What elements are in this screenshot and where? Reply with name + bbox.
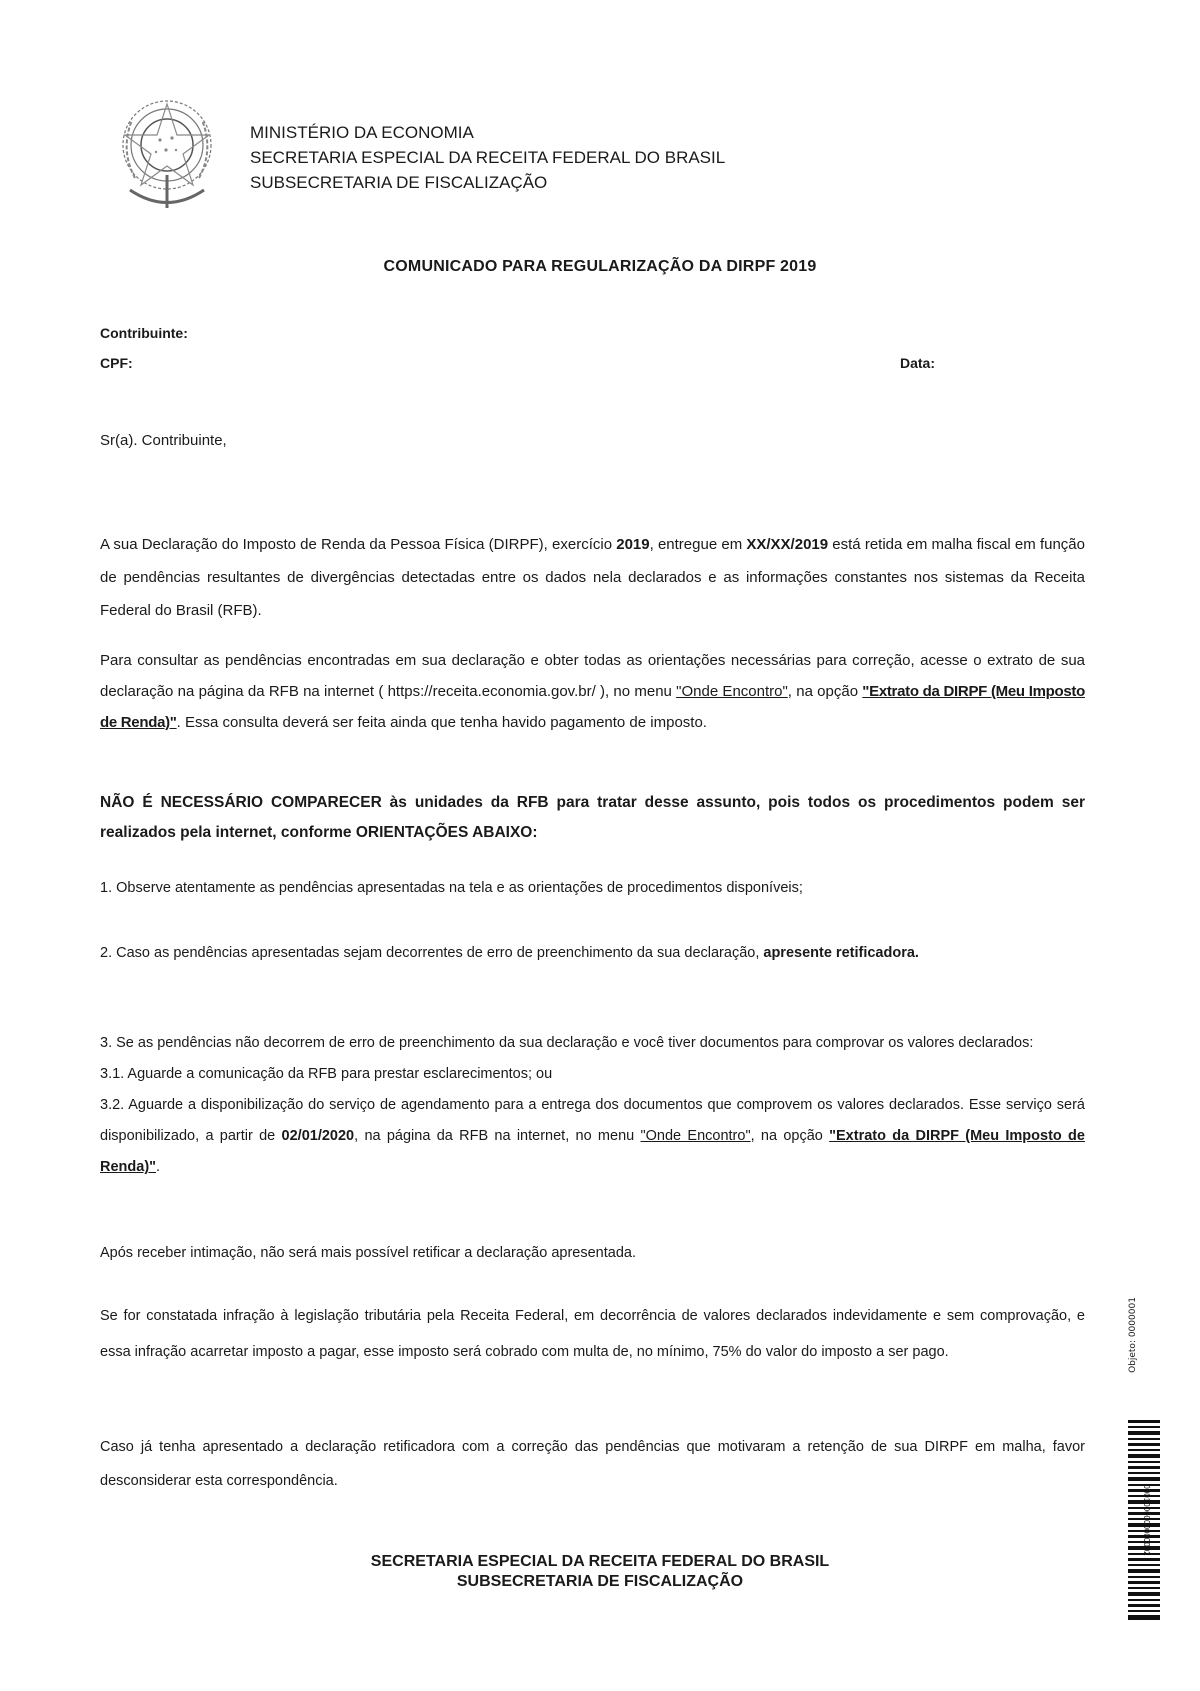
- onde-encontro-link[interactable]: "Onde Encontro": [676, 683, 788, 700]
- onde-encontro-link[interactable]: "Onde Encontro": [640, 1128, 751, 1144]
- extrato-dirpf-link[interactable]: "Extrato da DIRPF (Meu Imposto de Renda)": [100, 1128, 1085, 1175]
- ministry-name: MINISTÉRIO DA ECONOMIA: [250, 123, 474, 142]
- paragraph-disregard: Caso já tenha apresentado a declaração retificadora com a correção das pendências que motivaram a retenção de sua DIRPF em malha, favor desconsiderar esta correspondência.: [100, 1439, 1085, 1489]
- text-span: 3.2. Aguarde a disponibilização do serviço de agendamento para a entrega dos documentos que comprovem os valores declarados. Esse serviço será disponibilizado, a partir de: [100, 1097, 1085, 1144]
- brazil-coat-of-arms-icon: [110, 90, 225, 215]
- exercise-year: 2019: [616, 536, 650, 553]
- document-title: COMUNICADO PARA REGULARIZAÇÃO DA DIRPF 2019: [383, 258, 817, 275]
- footer-secretariat: SECRETARIA ESPECIAL DA RECEITA FEDERAL DO BRASIL: [370, 1553, 830, 1570]
- apresente-retificadora-text: apresente retificadora.: [763, 945, 919, 961]
- footer-signature: [0, 1552, 1200, 1592]
- cpf-label: CPF:: [100, 355, 133, 371]
- item-3-1: 3.1. Aguarde a comunicação da RFB para prestar esclarecimentos; ou: [100, 1066, 553, 1082]
- paragraph-retention: [100, 528, 1085, 627]
- paragraph-intimation: Após receber intimação, não será mais possível retificar a declaração apresentada.: [100, 1245, 636, 1261]
- paragraph-consult: [100, 645, 1085, 738]
- instruction-item-3: [100, 1028, 1085, 1183]
- text-span: .: [156, 1159, 161, 1175]
- date-label: Data:: [900, 355, 936, 371]
- text-span: A sua Declaração do Imposto de Renda da Pessoa Física (DIRPF), exercício: [100, 536, 617, 553]
- greeting: Sr(a). Contribuinte,: [100, 432, 227, 449]
- paragraph-penalty: Se for constatada infração à legislação tributária pela Receita Federal, em decorrência de valores declarados indevidamente e sem comprovação, e essa infração acarretar imposto a pagar, esse imposto será cobrado com multa de, no mínimo, 75% do valor do imposto a ser pago.: [100, 1308, 1085, 1360]
- object-code: [1127, 1290, 1160, 1390]
- footer-subsecretariat: SUBSECRETARIA DE FISCALIZAÇÃO: [456, 1573, 744, 1590]
- text-span: , na opção: [787, 683, 863, 700]
- text-span: está retida em malha fiscal em função de pendências resultantes de divergências detectadas entre os dados nela declarados e as informações constantes nos sistemas da Receita Federal do Brasil (RFB).: [100, 536, 1085, 619]
- contribuinte-label: Contribuinte:: [100, 325, 188, 341]
- text-span: , na opção: [750, 1128, 830, 1144]
- service-date: 02/01/2020: [281, 1128, 355, 1144]
- instruction-item-1: 1. Observe atentamente as pendências apresentadas na tela e as orientações de procedimentos disponíveis;: [100, 880, 803, 896]
- instruction-item-2: [100, 938, 1085, 969]
- paragraph-no-need-to-attend: NÃO É NECESSÁRIO COMPARECER às unidades da RFB para tratar desse assunto, pois todos os procedimentos podem ser realizados pela internet, conforme ORIENTAÇÕES ABAIXO:: [100, 794, 1085, 841]
- rfb-url-link[interactable]: https://receita.economia.gov.br/: [387, 683, 596, 700]
- secretariat-name: SECRETARIA ESPECIAL DA RECEITA FEDERAL DO BRASIL: [250, 148, 726, 167]
- subsecretariat-name: SUBSECRETARIA DE FISCALIZAÇÃO: [250, 173, 548, 192]
- text-span: Para consultar as pendências encontradas em sua declaração e obter todas as orientações necessárias para correção, acesse o extrato de sua declaração na página da RFB na internet (: [100, 652, 1085, 700]
- delivery-date: XX/XX/2019: [746, 536, 829, 553]
- text-span: , na página da RFB na internet, no menu: [354, 1128, 641, 1144]
- object-code-text: Objeto: 0000001: [1127, 1297, 1138, 1373]
- text-span: , entregue em: [649, 536, 747, 553]
- text-span: ), no menu: [595, 683, 677, 700]
- item-3-2: [100, 1090, 1085, 1183]
- text-span: 2. Caso as pendências apresentadas sejam decorrentes de erro de preenchimento da sua declaração,: [100, 945, 764, 961]
- text-span: . Essa consulta deverá ser feita ainda que tenha havido pagamento de imposto.: [176, 714, 707, 731]
- barcode-number: 0001000000000002: [1142, 1484, 1151, 1556]
- extrato-dirpf-link[interactable]: "Extrato da DIRPF (Meu Imposto de Renda)": [100, 683, 1085, 731]
- issuer-block: [250, 120, 725, 195]
- barcode-icon: [1128, 1420, 1160, 1620]
- item-3-intro: 3. Se as pendências não decorrem de erro de preenchimento da sua declaração e você tiver documentos para comprovar os valores declarados:: [100, 1035, 1034, 1051]
